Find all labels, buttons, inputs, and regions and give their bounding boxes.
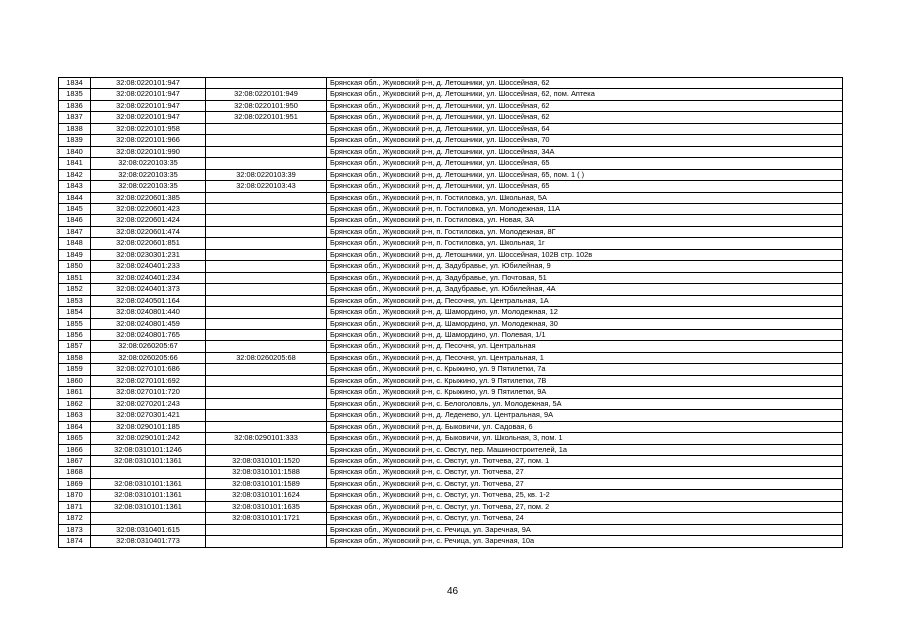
address-cell: Брянская обл., Жуковский р-н, д. Задубравье, ул. Юбилейная, 9 <box>327 261 843 272</box>
table-row <box>59 375 843 386</box>
building-cadastral-number-cell <box>206 238 327 249</box>
table-row <box>59 238 843 249</box>
row-number-cell: 1856 <box>59 329 91 340</box>
land-cadastral-number-cell: 32:08:0240401:233 <box>91 261 206 272</box>
building-cadastral-number-cell <box>206 398 327 409</box>
building-cadastral-number-cell <box>206 158 327 169</box>
address-cell: Брянская обл., Жуковский р-н, д. Песочня, ул. Центральная, 1А <box>327 295 843 306</box>
address-cell: Брянская обл., Жуковский р-н, д. Летошники, ул. Шоссейная, 65 <box>327 181 843 192</box>
table-row <box>59 467 843 478</box>
table-row <box>59 78 843 89</box>
table-row <box>59 329 843 340</box>
address-cell: Брянская обл., Жуковский р-н, д. Летошники, ул. Шоссейная, 62 <box>327 112 843 123</box>
row-number-cell: 1836 <box>59 100 91 111</box>
row-number-cell: 1871 <box>59 501 91 512</box>
address-cell: Брянская обл., Жуковский р-н, п. Гостиловка, ул. Молодежная, 8Г <box>327 226 843 237</box>
table-row <box>59 100 843 111</box>
table-row <box>59 433 843 444</box>
building-cadastral-number-cell: 32:08:0310101:1721 <box>206 513 327 524</box>
building-cadastral-number-cell: 32:08:0310101:1624 <box>206 490 327 501</box>
address-cell: Брянская обл., Жуковский р-н, д. Летошники, ул. Шоссейная, 62 <box>327 78 843 89</box>
building-cadastral-number-cell <box>206 444 327 455</box>
page-number: 46 <box>446 586 459 597</box>
row-number-cell: 1874 <box>59 536 91 547</box>
address-cell: Брянская обл., Жуковский р-н, с. Белоголовль, ул. Молодежная, 5А <box>327 398 843 409</box>
land-cadastral-number-cell: 32:08:0220101:990 <box>91 146 206 157</box>
address-cell: Брянская обл., Жуковский р-н, д. Задубравье, ул. Почтовая, 51 <box>327 272 843 283</box>
address-cell: Брянская обл., Жуковский р-н, д. Летошники, ул. Шоссейная, 34А <box>327 146 843 157</box>
table-row <box>59 249 843 260</box>
land-cadastral-number-cell: 32:08:0290101:242 <box>91 433 206 444</box>
table-row <box>59 272 843 283</box>
table-row <box>59 318 843 329</box>
building-cadastral-number-cell: 32:08:0310101:1520 <box>206 455 327 466</box>
building-cadastral-number-cell <box>206 146 327 157</box>
address-cell: Брянская обл., Жуковский р-н, с. Овстуг, ул. Тютчева, 24 <box>327 513 843 524</box>
table-row <box>59 536 843 547</box>
land-cadastral-number-cell: 32:08:0220101:958 <box>91 123 206 134</box>
building-cadastral-number-cell <box>206 318 327 329</box>
table-row <box>59 261 843 272</box>
land-cadastral-number-cell <box>91 513 206 524</box>
land-cadastral-number-cell: 32:08:0220101:947 <box>91 78 206 89</box>
address-cell: Брянская обл., Жуковский р-н, д. Леденево, ул. Центральная, 9А <box>327 410 843 421</box>
table-row <box>59 181 843 192</box>
table-row <box>59 501 843 512</box>
land-cadastral-number-cell: 32:08:0220101:947 <box>91 100 206 111</box>
land-cadastral-number-cell: 32:08:0310101:1361 <box>91 501 206 512</box>
land-cadastral-number-cell: 32:08:0310101:1361 <box>91 455 206 466</box>
building-cadastral-number-cell <box>206 272 327 283</box>
row-number-cell: 1851 <box>59 272 91 283</box>
row-number-cell: 1843 <box>59 181 91 192</box>
table-row <box>59 444 843 455</box>
address-cell: Брянская обл., Жуковский р-н, с. Крыжино, ул. 9 Пятилетки, 7В <box>327 375 843 386</box>
land-cadastral-number-cell: 32:08:0240401:373 <box>91 284 206 295</box>
building-cadastral-number-cell <box>206 307 327 318</box>
building-cadastral-number-cell <box>206 123 327 134</box>
row-number-cell: 1837 <box>59 112 91 123</box>
land-cadastral-number-cell: 32:08:0240801:459 <box>91 318 206 329</box>
address-cell: Брянская обл., Жуковский р-н, п. Гостиловка, ул. Новая, 3А <box>327 215 843 226</box>
building-cadastral-number-cell <box>206 78 327 89</box>
row-number-cell: 1835 <box>59 89 91 100</box>
table-row <box>59 421 843 432</box>
address-cell: Брянская обл., Жуковский р-н, д. Летошники, ул. Шоссейная, 64 <box>327 123 843 134</box>
building-cadastral-number-cell <box>206 329 327 340</box>
land-cadastral-number-cell: 32:08:0220103:35 <box>91 158 206 169</box>
building-cadastral-number-cell: 32:08:0310101:1635 <box>206 501 327 512</box>
building-cadastral-number-cell: 32:08:0220101:950 <box>206 100 327 111</box>
address-cell: Брянская обл., Жуковский р-н, д. Летошники, ул. Шоссейная, 62 <box>327 100 843 111</box>
table-row <box>59 307 843 318</box>
building-cadastral-number-cell: 32:08:0310101:1589 <box>206 478 327 489</box>
row-number-cell: 1868 <box>59 467 91 478</box>
land-cadastral-number-cell: 32:08:0240801:440 <box>91 307 206 318</box>
row-number-cell: 1839 <box>59 135 91 146</box>
row-number-cell: 1867 <box>59 455 91 466</box>
address-cell: Брянская обл., Жуковский р-н, д. Быковичи, ул. Школьная, 3, пом. 1 <box>327 433 843 444</box>
address-cell: Брянская обл., Жуковский р-н, п. Гостиловка, ул. Школьная, 1г <box>327 238 843 249</box>
row-number-cell: 1849 <box>59 249 91 260</box>
land-cadastral-number-cell: 32:08:0310401:615 <box>91 524 206 535</box>
property-register-table <box>58 77 843 548</box>
building-cadastral-number-cell <box>206 421 327 432</box>
land-cadastral-number-cell: 32:08:0240401:234 <box>91 272 206 283</box>
row-number-cell: 1863 <box>59 410 91 421</box>
building-cadastral-number-cell <box>206 387 327 398</box>
row-number-cell: 1869 <box>59 478 91 489</box>
building-cadastral-number-cell <box>206 249 327 260</box>
table-row <box>59 410 843 421</box>
address-cell: Брянская обл., Жуковский р-н, д. Песочня, ул. Центральная, 1 <box>327 352 843 363</box>
row-number-cell: 1850 <box>59 261 91 272</box>
row-number-cell: 1842 <box>59 169 91 180</box>
land-cadastral-number-cell: 32:08:0220601:851 <box>91 238 206 249</box>
land-cadastral-number-cell: 32:08:0220101:966 <box>91 135 206 146</box>
row-number-cell: 1857 <box>59 341 91 352</box>
table-row <box>59 341 843 352</box>
address-cell: Брянская обл., Жуковский р-н, д. Шамордино, ул. Полевая, 1/1 <box>327 329 843 340</box>
building-cadastral-number-cell <box>206 192 327 203</box>
building-cadastral-number-cell <box>206 226 327 237</box>
table-row <box>59 192 843 203</box>
table-row <box>59 146 843 157</box>
building-cadastral-number-cell: 32:08:0220103:43 <box>206 181 327 192</box>
address-cell: Брянская обл., Жуковский р-н, с. Овстуг, ул. Тютчева, 25, кв. 1-2 <box>327 490 843 501</box>
table-row <box>59 284 843 295</box>
land-cadastral-number-cell: 32:08:0270101:692 <box>91 375 206 386</box>
table-row <box>59 135 843 146</box>
address-cell: Брянская обл., Жуковский р-н, с. Речица, ул. Заречная, 9А <box>327 524 843 535</box>
table-row <box>59 455 843 466</box>
address-cell: Брянская обл., Жуковский р-н, д. Шамордино, ул. Молодежная, 30 <box>327 318 843 329</box>
land-cadastral-number-cell: 32:08:0310101:1246 <box>91 444 206 455</box>
table-row <box>59 364 843 375</box>
row-number-cell: 1844 <box>59 192 91 203</box>
address-cell: Брянская обл., Жуковский р-н, д. Летошники, ул. Шоссейная, 65, пом. 1 ( ) <box>327 169 843 180</box>
table-row <box>59 226 843 237</box>
building-cadastral-number-cell <box>206 341 327 352</box>
land-cadastral-number-cell: 32:08:0270101:720 <box>91 387 206 398</box>
land-cadastral-number-cell: 32:08:0240501:164 <box>91 295 206 306</box>
row-number-cell: 1845 <box>59 203 91 214</box>
register-table-body <box>59 78 843 548</box>
building-cadastral-number-cell <box>206 375 327 386</box>
building-cadastral-number-cell <box>206 261 327 272</box>
building-cadastral-number-cell: 32:08:0220101:951 <box>206 112 327 123</box>
row-number-cell: 1862 <box>59 398 91 409</box>
row-number-cell: 1853 <box>59 295 91 306</box>
table-row <box>59 158 843 169</box>
address-cell: Брянская обл., Жуковский р-н, с. Овстуг, ул. Тютчева, 27 <box>327 467 843 478</box>
row-number-cell: 1854 <box>59 307 91 318</box>
land-cadastral-number-cell: 32:08:0220601:385 <box>91 192 206 203</box>
address-cell: Брянская обл., Жуковский р-н, п. Гостиловка, ул. Школьная, 5А <box>327 192 843 203</box>
row-number-cell: 1864 <box>59 421 91 432</box>
address-cell: Брянская обл., Жуковский р-н, д. Летошники, ул. Шоссейная, 62, пом. Аптека <box>327 89 843 100</box>
address-cell: Брянская обл., Жуковский р-н, п. Гостиловка, ул. Молодежная, 11А <box>327 203 843 214</box>
row-number-cell: 1866 <box>59 444 91 455</box>
building-cadastral-number-cell: 32:08:0260205:68 <box>206 352 327 363</box>
address-cell: Брянская обл., Жуковский р-н, д. Задубравье, ул. Юбилейная, 4А <box>327 284 843 295</box>
row-number-cell: 1841 <box>59 158 91 169</box>
building-cadastral-number-cell <box>206 215 327 226</box>
table-row <box>59 524 843 535</box>
address-cell: Брянская обл., Жуковский р-н, д. Летошники, ул. Шоссейная, 70 <box>327 135 843 146</box>
land-cadastral-number-cell: 32:08:0310101:1361 <box>91 490 206 501</box>
building-cadastral-number-cell <box>206 410 327 421</box>
land-cadastral-number-cell: 32:08:0260205:66 <box>91 352 206 363</box>
table-row <box>59 387 843 398</box>
building-cadastral-number-cell <box>206 135 327 146</box>
table-row <box>59 352 843 363</box>
land-cadastral-number-cell: 32:08:0310101:1361 <box>91 478 206 489</box>
land-cadastral-number-cell: 32:08:0270201:243 <box>91 398 206 409</box>
row-number-cell: 1858 <box>59 352 91 363</box>
address-cell: Брянская обл., Жуковский р-н, д. Летошники, ул. Шоссейная, 65 <box>327 158 843 169</box>
land-cadastral-number-cell: 32:08:0260205:67 <box>91 341 206 352</box>
table-row <box>59 123 843 134</box>
row-number-cell: 1838 <box>59 123 91 134</box>
address-cell: Брянская обл., Жуковский р-н, с. Овстуг, ул. Тютчева, 27, пом. 1 <box>327 455 843 466</box>
land-cadastral-number-cell: 32:08:0290101:185 <box>91 421 206 432</box>
table-row <box>59 478 843 489</box>
table-row <box>59 215 843 226</box>
building-cadastral-number-cell <box>206 536 327 547</box>
table-row <box>59 169 843 180</box>
address-cell: Брянская обл., Жуковский р-н, с. Овстуг, пер. Машиностроителей, 1а <box>327 444 843 455</box>
row-number-cell: 1861 <box>59 387 91 398</box>
row-number-cell: 1860 <box>59 375 91 386</box>
land-cadastral-number-cell: 32:08:0220601:474 <box>91 226 206 237</box>
table-row <box>59 295 843 306</box>
table-row <box>59 89 843 100</box>
land-cadastral-number-cell: 32:08:0240801:765 <box>91 329 206 340</box>
land-cadastral-number-cell: 32:08:0270301:421 <box>91 410 206 421</box>
land-cadastral-number-cell: 32:08:0270101:686 <box>91 364 206 375</box>
address-cell: Брянская обл., Жуковский р-н, д. Шамордино, ул. Молодежная, 12 <box>327 307 843 318</box>
row-number-cell: 1834 <box>59 78 91 89</box>
address-cell: Брянская обл., Жуковский р-н, с. Овстуг, ул. Тютчева, 27 <box>327 478 843 489</box>
address-cell: Брянская обл., Жуковский р-н, д. Песочня, ул. Центральная <box>327 341 843 352</box>
land-cadastral-number-cell: 32:08:0220103:35 <box>91 169 206 180</box>
building-cadastral-number-cell: 32:08:0220103:39 <box>206 169 327 180</box>
land-cadastral-number-cell: 32:08:0220101:947 <box>91 112 206 123</box>
building-cadastral-number-cell <box>206 295 327 306</box>
building-cadastral-number-cell <box>206 364 327 375</box>
address-cell: Брянская обл., Жуковский р-н, д. Летошники, ул. Шоссейная, 102В стр. 102в <box>327 249 843 260</box>
land-cadastral-number-cell: 32:08:0220103:35 <box>91 181 206 192</box>
address-cell: Брянская обл., Жуковский р-н, с. Крыжино, ул. 9 Пятилетки, 9А <box>327 387 843 398</box>
land-cadastral-number-cell: 32:08:0220101:947 <box>91 89 206 100</box>
row-number-cell: 1840 <box>59 146 91 157</box>
row-number-cell: 1847 <box>59 226 91 237</box>
land-cadastral-number-cell: 32:08:0220601:423 <box>91 203 206 214</box>
building-cadastral-number-cell: 32:08:0310101:1588 <box>206 467 327 478</box>
row-number-cell: 1859 <box>59 364 91 375</box>
table-row <box>59 398 843 409</box>
building-cadastral-number-cell <box>206 284 327 295</box>
address-cell: Брянская обл., Жуковский р-н, с. Овстуг, ул. Тютчева, 27, пом. 2 <box>327 501 843 512</box>
address-cell: Брянская обл., Жуковский р-н, с. Речица, ул. Заречная, 10а <box>327 536 843 547</box>
table-row <box>59 203 843 214</box>
land-cadastral-number-cell: 32:08:0220601:424 <box>91 215 206 226</box>
land-cadastral-number-cell <box>91 467 206 478</box>
land-cadastral-number-cell: 32:08:0310401:773 <box>91 536 206 547</box>
row-number-cell: 1852 <box>59 284 91 295</box>
building-cadastral-number-cell: 32:08:0220101:949 <box>206 89 327 100</box>
table-row <box>59 112 843 123</box>
table-row <box>59 513 843 524</box>
row-number-cell: 1865 <box>59 433 91 444</box>
address-cell: Брянская обл., Жуковский р-н, д. Быковичи, ул. Садовая, 6 <box>327 421 843 432</box>
building-cadastral-number-cell <box>206 524 327 535</box>
land-cadastral-number-cell: 32:08:0230301:231 <box>91 249 206 260</box>
row-number-cell: 1872 <box>59 513 91 524</box>
row-number-cell: 1873 <box>59 524 91 535</box>
building-cadastral-number-cell <box>206 203 327 214</box>
row-number-cell: 1848 <box>59 238 91 249</box>
row-number-cell: 1855 <box>59 318 91 329</box>
address-cell: Брянская обл., Жуковский р-н, с. Крыжино, ул. 9 Пятилетки, 7а <box>327 364 843 375</box>
row-number-cell: 1846 <box>59 215 91 226</box>
building-cadastral-number-cell: 32:08:0290101:333 <box>206 433 327 444</box>
row-number-cell: 1870 <box>59 490 91 501</box>
table-row <box>59 490 843 501</box>
